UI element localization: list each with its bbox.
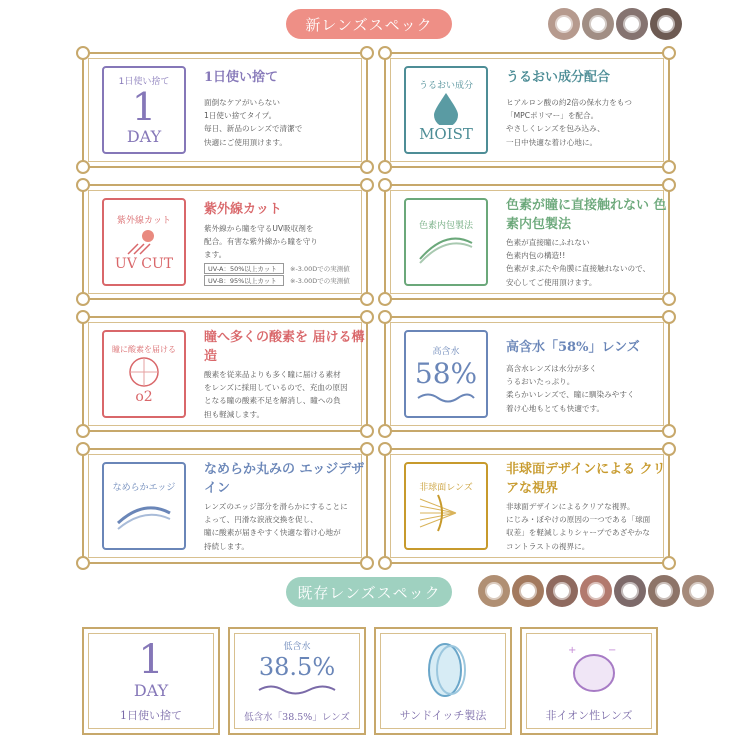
water-body: 高含水レンズは水分が多く うるおいたっぷり。 柔らかいレンズで、瞳に馴染みやすく 着け心地もとても快適です。 — [506, 364, 635, 413]
lens-color-swatch — [614, 575, 646, 607]
pigment-body: 色素が直接瞳にふれない 色素内包の構造!! 色素がまぶたや角膜に直接触れないので、 安心してご使用頂けます。 — [506, 238, 651, 287]
existing-sandwich-label: サンドイッチ製法 — [399, 709, 487, 722]
sandwich-lens-icon — [414, 639, 476, 701]
uv-icon: 紫外線カット UV CUT — [102, 198, 186, 286]
card-oneday — [82, 52, 368, 168]
wave-icon — [257, 683, 337, 697]
oneday-icon: 1日使い捨て 1 DAY — [102, 66, 186, 154]
lens-color-swatch — [478, 575, 510, 607]
card-moist — [384, 52, 670, 168]
lens-layer-icon — [416, 231, 476, 267]
card-oxygen — [82, 316, 368, 432]
sun-icon — [124, 226, 164, 256]
old-lens-swatches — [478, 575, 714, 607]
uv-title: 紫外線カット — [204, 202, 282, 217]
oxygen-icon: 瞳に酸素を届ける o2 — [102, 330, 186, 418]
edge-title: なめらか丸みの エッジデザイン — [204, 462, 365, 496]
existing-nonionic — [520, 627, 658, 735]
aspheric-icon: 非球面レンズ — [404, 462, 488, 550]
existing-oneday: 1 DAY 1日使い捨て — [82, 627, 220, 735]
focus-rays-icon — [416, 493, 476, 533]
moist-title: うるおい成分配合 — [506, 70, 611, 85]
water-title: 高含水「58%」レンズ — [506, 340, 640, 355]
lens-color-swatch — [650, 8, 682, 40]
lens-color-swatch — [546, 575, 578, 607]
oneday-body: 面倒なケアがいらない 1日使い捨てタイプ。 毎日、新品のレンズで清潔で 快適にご使用頂けます。 — [204, 98, 303, 147]
lens-color-swatch — [616, 8, 648, 40]
lens-color-swatch — [682, 575, 714, 607]
pigment-icon: 色素内包製法 — [404, 198, 488, 286]
nonionic-lens-icon — [560, 639, 622, 701]
existing-nonionic-label: 非イオン性レンズ — [545, 709, 633, 722]
water-icon: 高含水 58% — [404, 330, 488, 418]
existing-water: 低含水 38.5% 低含水「38.5%」レンズ — [228, 627, 366, 735]
oxygen-body: 酸素を従来品よりも多く瞳に届ける素材 をレンズに採用しているので、充血の原因 となる瞳の酸素不足を解消し、瞳への負 担も軽減します。 — [204, 370, 348, 419]
aspheric-body: 非球面デザインによるクリアな視界。 にじみ・ぼやけの原因の一つである「球面 収差」を軽減しよりシャープであざやかな コントラストの視界に。 — [506, 502, 651, 551]
card-aspheric — [384, 448, 670, 564]
existing-oneday-label: 1日使い捨て — [120, 709, 182, 722]
oneday-title: 1日使い捨て — [204, 70, 279, 85]
uv-body: 紫外線から瞳を守るUV吸収剤を 配合。有害な紫外線から瞳を守り ます。 — [204, 224, 318, 260]
lens-color-swatch — [548, 8, 580, 40]
section-new-label: 新レンズスペック — [286, 9, 452, 39]
aspheric-title: 非球面デザインによる クリアな視界 — [506, 462, 666, 496]
uv-table: UV-A：50%以上カット ※-3.00Dでの実測値 UV-B：95%以上カット ※-3.00Dでの実測値 — [204, 262, 350, 286]
section-old-label: 既存レンズスペック — [286, 577, 452, 607]
moist-body: ヒアルロン酸の約2倍の保水力をもつ 「MPCポリマー」を配合。 やさしくレンズを包み込み、 一日中快適な着け心地に。 — [506, 98, 633, 147]
wave-icon — [416, 391, 476, 405]
eye-lens-icon — [122, 355, 166, 389]
lens-color-swatch — [648, 575, 680, 607]
lens-color-swatch — [580, 575, 612, 607]
pigment-title: 色素が瞳に直接触れない 色素内包製法 — [506, 198, 667, 232]
water-drop-icon — [432, 91, 460, 125]
svg-text:+: + — [568, 645, 577, 656]
lens-edge-icon — [114, 493, 174, 533]
svg-text:−: − — [608, 645, 617, 656]
lens-color-swatch — [582, 8, 614, 40]
card-edge — [82, 448, 368, 564]
new-lens-swatches — [548, 8, 682, 40]
edge-body: レンズのエッジ部分を滑らかにすることに よって、円滑な涙液交換を促し、 瞳に酸素が届きやすく快適な着け心地が 持続します。 — [204, 502, 348, 551]
card-pigment — [384, 184, 670, 300]
card-uv — [82, 184, 368, 300]
existing-sandwich — [374, 627, 512, 735]
lens-color-swatch — [512, 575, 544, 607]
card-water — [384, 316, 670, 432]
edge-icon: なめらかエッジ — [102, 462, 186, 550]
moist-icon: うるおい成分 MOIST — [404, 66, 488, 154]
existing-water-label: 低含水「38.5%」レンズ — [244, 712, 350, 723]
oxygen-title: 瞳へ多くの酸素を 届ける構造 — [204, 330, 365, 364]
